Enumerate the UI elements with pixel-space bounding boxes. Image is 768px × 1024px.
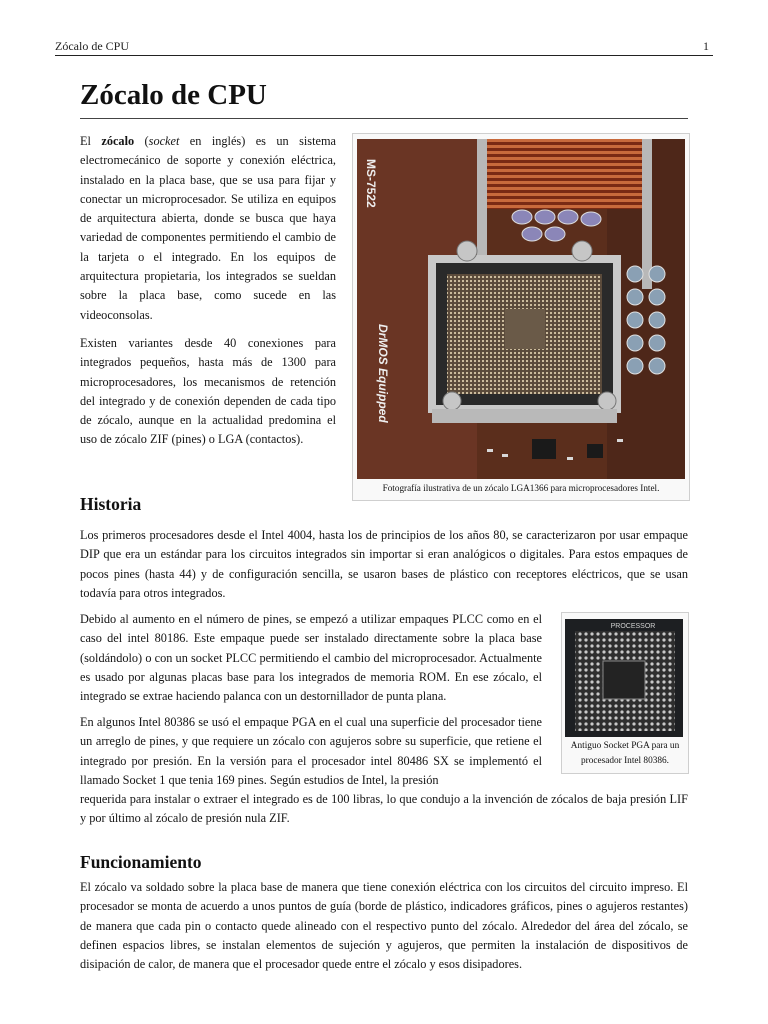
figure-lga1366-socket xyxy=(352,133,690,501)
section-heading-historia: Historia xyxy=(80,494,142,514)
chip-label: PROCESSOR xyxy=(610,623,656,630)
figure-pga-socket xyxy=(561,612,689,774)
intro-paragraph-2: Existen variantes desde 40 conexiones para integrados pequeños, hasta más de 1300 para microprocesadores, los mecanismos de retención del integrado y de conexión dependen de cada tipo de zócalo, aunque en la actualidad predomina el uso de zócalo ZIF (pines) o LGA (contactos). xyxy=(80,336,336,447)
lga-socket-photo xyxy=(357,139,685,479)
title-divider xyxy=(80,118,688,119)
historia-paragraph-3-continued: requerida para instalar o extraer el integrado es de 100 libras, lo que condujo a la invención de zócalos de baja presión LIF y por último al zócalo de presión nula ZIF. xyxy=(80,792,688,826)
board-label-2: DrMOS Equipped xyxy=(376,324,390,423)
figure1-caption: Fotografía ilustrativa de un zócalo LGA1366 para microprocesadores Intel. xyxy=(382,483,660,493)
page-title: Zócalo de CPU xyxy=(80,79,267,111)
running-header xyxy=(55,39,713,56)
historia-paragraph-2: Debido al aumento en el número de pines, se empezó a utilizar empaques PLCC como en el caso del intel 80186. Este empaque puede ser instalado directamente sobre la placa base (soldándolo) o con un socket PLCC permitiendo el cambio del microprocesador. Actualmente es usado por algunas placas base para los integrados de memoria ROM. En ese zócalo, el integrado se extrae haciendo palanca con un destornillador de punta plana. xyxy=(80,612,542,704)
pga-socket-photo xyxy=(565,619,683,737)
figure2-caption: Antiguo Socket PGA para un procesador Intel 80386. xyxy=(570,741,680,766)
historia-paragraph-3: En algunos Intel 80386 se usó el empaque PGA en el cual una superficie del procesador tiene un arreglo de pines, y que requiere un zócalo con agujeros sobre su superficie, que retiene el integrado por presión. En la versión para el procesador intel 80486 SX se implementó el llamado Socket 1 que tenia 169 pines. Según estudios de Intel, la presión xyxy=(80,715,542,787)
running-title: Zócalo de CPU xyxy=(55,39,129,53)
funcionamiento-paragraph-1: El zócalo va soldado sobre la placa base de manera que tiene conexión eléctrica con los circuitos del circuito impreso. El procesador se monta de acuerdo a unos puntos de guía (borde de plástico, indicadores gráficos, pines o agujeros restantes) de manera que cada pin o contacto quede alineado con el respectivo punto del zócalo. Alrededor del área del zócalo, se definen espacios libres, se instalan elementos de sujeción y agujeros, que permiten la instalación de dispositivos de disipación de calor, de manera que el procesador quede entre el zócalo y esos disipadores. xyxy=(80,880,688,972)
historia-paragraph-1: Los primeros procesadores desde el Intel 4004, hasta los de principios de los años 80, se caracterizaron por usar empaque DIP que era un estándar para los circuitos integrados sin importar si eran analógicos o digitales. Para estos empaques de pocos pines (hasta 44) y de configuración sencilla, se usaron bases de plástico con receptores eléctricos, que se usan todavía para otros integrados. xyxy=(80,528,688,600)
section-heading-funcionamiento: Funcionamiento xyxy=(80,852,202,872)
board-label: MS-7522 xyxy=(364,159,378,208)
page-number: 1 xyxy=(703,39,709,53)
intro-paragraph-1: El zócalo (socket en inglés) es un sistema electromecánico de soporte y conexión eléctrica, instalado en la placa base, que se usa para fijar y conectar un microprocesador. Se utiliza en equipos de arquitectura abierta, donde se busca que haya variedad de componentes permitiendo el cambio de la tarjeta o el integrado. En los equipos de arquitectura propietaria, los integrados se sueldan sobre la placa base, como sucede en las videoconsolas. xyxy=(80,134,336,322)
